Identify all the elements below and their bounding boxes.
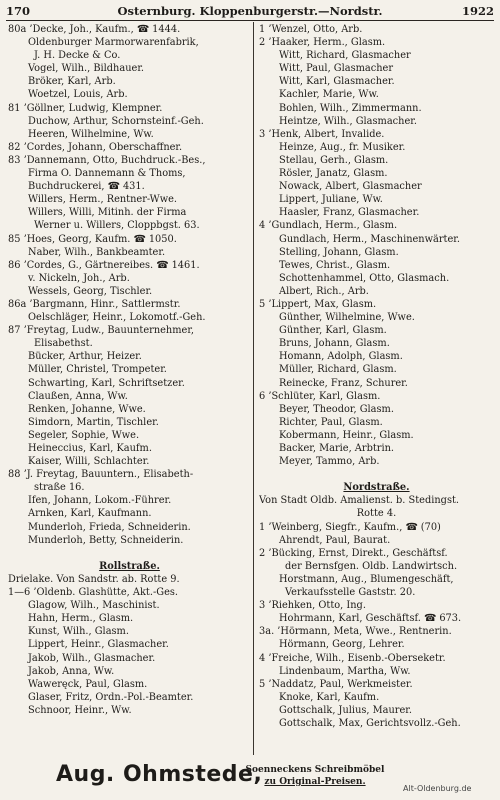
entry-line: Stelling, Johann, Glasm. [279, 246, 399, 258]
entry-line: Witt, Karl, Glasmacher. [279, 76, 395, 88]
entry-line: Günther, Wilhelmine, Wwe. [279, 312, 415, 324]
entry-line: Werner u. Willers, Cloppbgst. 63. [34, 220, 200, 232]
entry-line: Rösler, Janatz, Glasm. [279, 168, 388, 180]
entry-line: Elisabethst. [34, 338, 93, 350]
entry-line: 86a ’Bargmann, Hinr., Sattlermstr. [8, 298, 181, 310]
page-title: Osternburg. Kloppenburgerstr.—Nordstr. [117, 4, 383, 18]
entry-line: Müller, Richard, Glasm. [279, 364, 397, 376]
entry-line: Glaser, Fritz, Ordn.-Pol.-Beamter. [28, 691, 194, 703]
entry-line: 81 ’Göllner, Ludwig, Klempner. [8, 102, 163, 114]
entry-line: 4 ’Freiche, Wilh., Eisenb.-Oberseketr. [259, 652, 446, 664]
entry-line: 1 ’Weinberg, Siegfr., Kaufm., ☎ (70) [259, 521, 441, 533]
entry-line: Meyer, Tammo, Arb. [279, 456, 380, 468]
entry-line: Günther, Karl, Glasm. [279, 325, 387, 337]
right-column [259, 23, 494, 730]
entry-line: Haasler, Franz, Glasmacher. [279, 207, 420, 219]
entry-line: Gottschalk, Max, Gerichtsvollz.-Geh. [279, 717, 461, 729]
entry-line: 83 ’Dannemann, Otto, Buchdruck.-Bes., [8, 154, 206, 166]
entry-line: Renken, Johanne, Wwe. [28, 403, 146, 415]
street-subheading: Drielake. Von Sandstr. ab. Rotte 9. [8, 573, 180, 585]
entry-line: Claußen, Anna, Ww. [28, 390, 128, 402]
entry-line: Arnken, Karl, Kaufmann. [28, 508, 152, 520]
entry-line: Witt, Richard, Glasmacher [279, 50, 411, 62]
tagline-line-1: Soenneckens Schreibmöbel [245, 765, 385, 775]
entry-line: Glagow, Wilh., Maschinist. [28, 600, 160, 612]
entry-line: Nowack, Albert, Glasmacher [279, 181, 422, 193]
column-divider [253, 22, 254, 755]
street-subheading-rotte: Rotte 4. [356, 508, 397, 520]
entry-line: Gottschalk, Julius, Maurer. [279, 704, 413, 716]
entry-line: Knoke, Karl, Kaufm. [279, 691, 380, 703]
entry-line: J. H. Decke & Co. [34, 50, 121, 62]
entry-line: Woetzel, Louis, Arb. [28, 89, 128, 101]
entry-line: Hohrmann, Karl, Geschäftsf. ☎ 673. [279, 613, 462, 625]
entry-line: 82 ’Cordes, Johann, Oberschaffner. [8, 141, 183, 153]
entry-line: 6 ’Schlüter, Karl, Glasm. [259, 390, 381, 402]
entry-line: Ifen, Johann, Lokom.-Führer. [28, 495, 172, 507]
entry-line: Homann, Adolph, Glasm. [279, 351, 403, 363]
entry-line: 85 ’Hoes, Georg, Kaufm. ☎ 1050. [8, 233, 177, 245]
entry-line: Hahn, Herm., Glasm. [28, 613, 134, 625]
entry-line: Lindenbaum, Martha, Ww. [279, 665, 411, 677]
spacer [259, 468, 494, 481]
entry-line: Duchow, Arthur, Schornsteinf.-Geh. [28, 115, 204, 127]
entry-line: 5 ’Lippert, Max, Glasm. [259, 298, 377, 310]
entry-line: 88 ’J. Freytag, Bauuntern., Elisabeth- [8, 469, 194, 481]
entry-line: Gundlach, Herm., Maschinenwärter. [279, 233, 460, 245]
entry-line: 3a. ’Hörmann, Meta, Wwe., Rentnerin. [259, 626, 452, 638]
entry-line: Willers, Herm., Rentner-Wwe. [28, 194, 178, 206]
entry-line: v. Nickeln, Joh., Arb. [28, 272, 130, 284]
entry-line: Jakob, Anna, Ww. [28, 665, 115, 677]
entry-line: der Bernsfgen. Oldb. Landwirtsch. [285, 560, 458, 572]
entry-line: straße 16. [34, 482, 85, 494]
entry-line: 4 ’Gundlach, Herm., Glasm. [259, 220, 398, 232]
page-header [6, 4, 494, 18]
street-heading-rollstrasse: Rollstraße. [99, 560, 160, 572]
left-column [8, 23, 251, 717]
entry-line: Munderloh, Frieda, Schneiderin. [28, 521, 191, 533]
entry-line: Schnoor, Heinr., Ww. [28, 704, 132, 716]
advertiser-name: Aug. Ohmstede, [56, 762, 263, 787]
page-number-right: 1922 [461, 4, 494, 18]
entry-line: Willers, Willi, Mitinh. der Firma [28, 207, 187, 219]
entry-line: 87 ’Freytag, Ludw., Bauunternehmer, [8, 325, 195, 337]
entry-line: Müller, Christel, Trompeter. [28, 364, 167, 376]
entry-line: Albert, Rich., Arb. [279, 285, 369, 297]
entry-line: Richter, Paul, Glasm. [279, 416, 383, 428]
entry-line: Waweręck, Paul, Glasm. [28, 678, 148, 690]
street-heading-nordstrasse: Nordstraße. [343, 482, 410, 494]
entry-line: Bröker, Karl, Arb. [28, 76, 116, 88]
entry-line: Bruns, Johann, Glasm. [279, 338, 390, 350]
entry-line: Tewes, Christ., Glasm. [279, 259, 391, 271]
street-subheading: Von Stadt Oldb. Amalienst. b. Stedingst. [259, 495, 460, 507]
entry-line: 3 ’Henk, Albert, Invalide. [259, 128, 385, 140]
page-number-left: 170 [6, 4, 31, 18]
watermark: Alt-Oldenburg.de [403, 784, 472, 793]
entry-line: 86 ’Cordes, G., Gärtnereibes. ☎ 1461. [8, 259, 200, 271]
spacer [8, 547, 251, 560]
entry-line: Simdorn, Martin, Tischler. [28, 416, 159, 428]
footer-advertisement [0, 758, 500, 800]
entry-line: Schottenhammel, Otto, Glasmach. [279, 272, 450, 284]
entry-line: Segeler, Sophie, Wwe. [28, 429, 140, 441]
entry-line: Heintze, Wilh., Glasmacher. [279, 115, 417, 127]
entry-line: Heinze, Aug., fr. Musiker. [279, 141, 406, 153]
entry-line: 2 ’Bücking, Ernst, Direkt., Geschäftsf. [259, 547, 448, 559]
entry-line: Kobermann, Heinr., Glasm. [279, 429, 414, 441]
entry-line: Naber, Wilh., Bankbeamter. [28, 246, 166, 258]
entry-line: 1 ’Wenzel, Otto, Arb. [259, 24, 363, 35]
entry-line: Kaiser, Willi, Schlachter. [28, 456, 150, 468]
entry-line: Ahrendt, Paul, Baurat. [279, 534, 391, 546]
entry-line: 80a ’Decke, Joh., Kaufm., ☎ 1444. [8, 24, 181, 35]
entry-line: Jakob, Wilh., Glasmacher. [28, 652, 156, 664]
entry-line: Bücker, Arthur, Heizer. [28, 351, 142, 363]
entry-line: Lippert, Juliane, Ww. [279, 194, 383, 206]
tagline-line-2: zu Original-Preisen. [264, 777, 366, 787]
entry-line: Bohlen, Wilh., Zimmermann. [279, 102, 422, 114]
entry-line: Schwarting, Karl, Schriftsetzer. [28, 377, 185, 389]
entry-line: Stellau, Gerh., Glasm. [279, 154, 389, 166]
entry-line: Hörmann, Georg, Lehrer. [279, 639, 405, 651]
entry-line: Oldenburger Marmorwarenfabrik, [28, 37, 199, 49]
entry-line: Lippert, Heinr., Glasmacher. [28, 639, 169, 651]
entry-line: Reinecke, Franz, Schurer. [279, 377, 408, 389]
entry-line: Witt, Paul, Glasmacher [279, 63, 394, 75]
entry-line: 2 ’Haaker, Herm., Glasm. [259, 37, 386, 49]
entry-line: Horstmann, Aug., Blumengeschäft, [279, 573, 454, 585]
entry-line: 3 ’Riehken, Otto, Ing. [259, 600, 366, 612]
entry-line: 1—6 ’Oldenb. Glashütte, Akt.-Ges. [8, 587, 179, 599]
header-rule [6, 20, 494, 21]
entry-line: Vogel, Wilh., Bildhauer. [28, 63, 145, 75]
entry-line: Verkaufsstelle Gaststr. 20. [285, 587, 416, 599]
entry-line: Oelschläger, Heinr., Lokomotf.-Geh. [28, 312, 206, 324]
entry-line: 5 ’Naddatz, Paul, Werkmeister. [259, 678, 413, 690]
entry-line: Backer, Marie, Arbtrin. [279, 443, 395, 454]
entry-line: Kunst, Wilh., Glasm. [28, 626, 129, 638]
entry-line: Firma O. Dannemann & Thoms, [28, 168, 186, 180]
entry-line: Beyer, Theodor, Glasm. [279, 403, 394, 415]
entry-line: Munderloh, Betty, Schneiderin. [28, 534, 184, 546]
entry-line: Wessels, Georg, Tischler. [28, 285, 153, 297]
entry-line: Heeren, Wilhelmine, Ww. [28, 128, 154, 140]
advertiser-tagline [240, 764, 390, 788]
entry-line: Buchdruckerei, ☎ 431. [28, 181, 145, 193]
entry-line: Heineccius, Karl, Kaufm. [28, 443, 152, 454]
entry-line: Kachler, Marie, Ww. [279, 89, 379, 101]
